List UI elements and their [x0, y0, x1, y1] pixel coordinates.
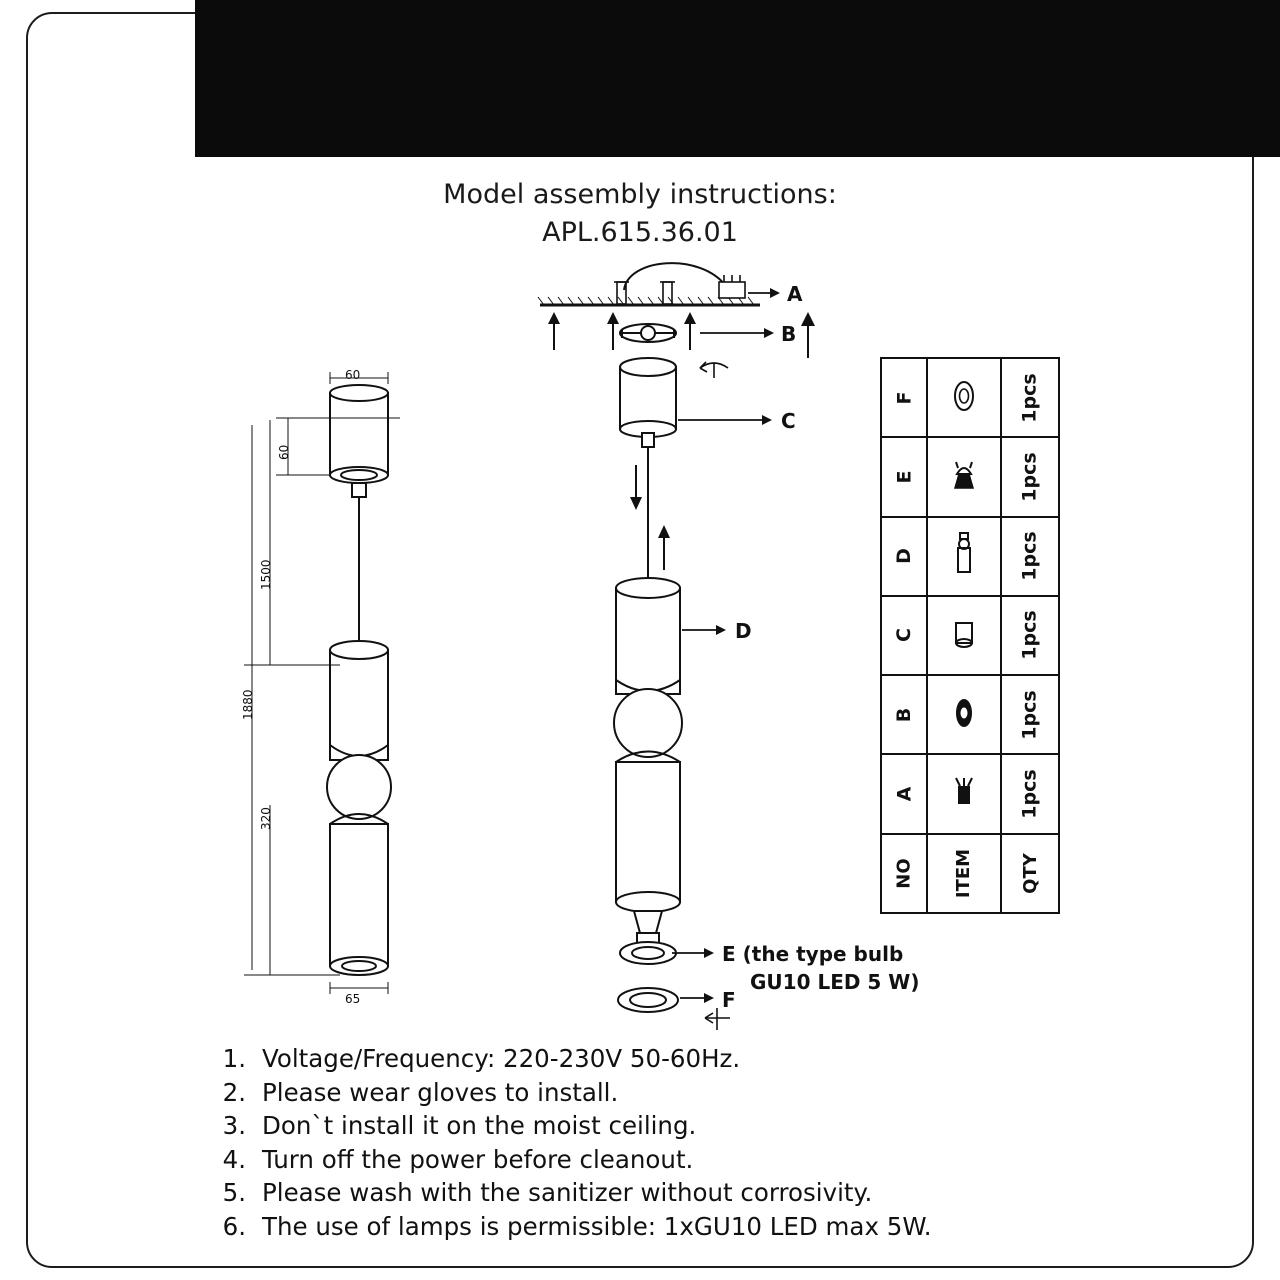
list-item-number: 4.	[222, 1144, 246, 1174]
part-no-cell	[882, 438, 928, 515]
callout-e-bulb-type: GU10 LED 5 W)	[750, 970, 920, 994]
part-no-cell	[882, 518, 928, 595]
table-row	[882, 518, 1058, 597]
list-item	[208, 1176, 1108, 1210]
dimension-top-height: 60	[277, 444, 291, 460]
cylinder-cup-icon	[942, 617, 986, 653]
part-no-cell	[882, 597, 928, 674]
part-qty-cell	[1002, 755, 1058, 832]
part-no-cell	[882, 359, 928, 436]
callout-c: C	[781, 409, 796, 433]
diagram-svg	[0, 250, 1280, 1050]
header-item-cell	[928, 835, 1002, 912]
part-no-text: F	[892, 391, 915, 405]
gu10-bulb-icon	[941, 458, 987, 496]
callout-e: E (the type bulb	[722, 942, 904, 966]
part-qty-text: 1pcs	[1019, 531, 1041, 581]
list-item	[208, 1143, 1108, 1177]
callout-d: D	[735, 619, 752, 643]
part-qty-cell	[1002, 676, 1058, 753]
dimension-cable-length: 1500	[259, 559, 273, 590]
page-title	[0, 176, 1280, 252]
list-item-text: Please wash with the sanitizer without corrosivity.	[262, 1178, 873, 1207]
list-item-number: 2.	[222, 1077, 246, 1107]
part-qty-cell	[1002, 518, 1058, 595]
header-qty-cell	[1002, 835, 1058, 912]
banner-frame-mask	[195, 0, 1280, 157]
part-qty-text: 1pcs	[1019, 372, 1041, 423]
list-item	[208, 1042, 1108, 1076]
table-row	[882, 359, 1058, 438]
part-qty-text: 1pcs	[1019, 452, 1041, 502]
callout-b: B	[781, 322, 797, 346]
header-no-text: NO	[893, 858, 915, 889]
part-no-cell	[882, 676, 928, 753]
list-item-number: 5.	[222, 1178, 246, 1207]
part-qty-text: 1pcs	[1019, 690, 1041, 740]
part-qty-text: 1pcs	[1019, 610, 1041, 661]
part-item-cell	[928, 359, 1002, 436]
list-item-text: Don`t install it on the moist ceiling.	[262, 1111, 697, 1140]
dimension-bottom-width: 65	[345, 992, 361, 1006]
part-no-text: A	[893, 786, 915, 802]
list-item	[208, 1210, 1108, 1244]
part-no-text: E	[892, 470, 915, 484]
list-item-text: Voltage/Frequency: 220-230V 50-60Hz.	[262, 1044, 741, 1073]
dimension-body-height: 320	[259, 807, 273, 830]
pendant-body-icon	[938, 539, 990, 573]
parts-table	[880, 357, 1060, 914]
list-item	[208, 1076, 1108, 1110]
list-item-text: Please wear gloves to install.	[262, 1077, 619, 1107]
dimension-total-height: 1880	[241, 689, 255, 720]
table-row	[882, 597, 1058, 676]
part-item-cell	[928, 755, 1002, 832]
part-no-text: D	[893, 548, 915, 565]
part-item-cell	[928, 518, 1002, 595]
part-no-text: C	[892, 628, 915, 643]
callout-f: F	[722, 988, 736, 1012]
header-no-cell	[882, 835, 928, 912]
part-qty-cell	[1002, 359, 1058, 436]
ceiling-ring-icon	[942, 698, 986, 732]
part-no-cell	[882, 755, 928, 832]
header-qty-text: QTY	[1019, 853, 1041, 894]
part-qty-text: 1pcs	[1019, 769, 1041, 819]
part-item-cell	[928, 597, 1002, 674]
screw-anchor-set-icon	[942, 776, 986, 812]
table-row	[882, 676, 1058, 755]
dimension-top-width: 60	[345, 368, 361, 382]
table-header-row	[882, 835, 1058, 912]
list-item-text: The use of lamps is permissible: 1xGU10 LED max 5W.	[262, 1211, 932, 1241]
title-line-1: Model assembly instructions:	[443, 179, 837, 210]
list-item-number: 1.	[222, 1044, 246, 1073]
table-row	[882, 755, 1058, 834]
assembly-diagram	[0, 250, 1280, 1050]
part-item-cell	[928, 438, 1002, 515]
part-item-cell	[928, 676, 1002, 753]
part-qty-cell	[1002, 597, 1058, 674]
list-item	[208, 1109, 1108, 1143]
callout-a: A	[787, 282, 803, 306]
list-item-number: 6.	[222, 1211, 246, 1241]
title-line-2: APL.615.36.01	[542, 217, 738, 248]
list-item-text: Turn off the power before cleanout.	[262, 1144, 694, 1174]
ring-gasket-icon	[942, 381, 986, 415]
part-no-text: B	[892, 707, 915, 723]
header-item-text: ITEM	[953, 848, 975, 898]
instructions-list	[208, 1042, 1108, 1243]
table-row	[882, 438, 1058, 517]
part-qty-cell	[1002, 438, 1058, 515]
list-item-number: 3.	[222, 1111, 246, 1140]
